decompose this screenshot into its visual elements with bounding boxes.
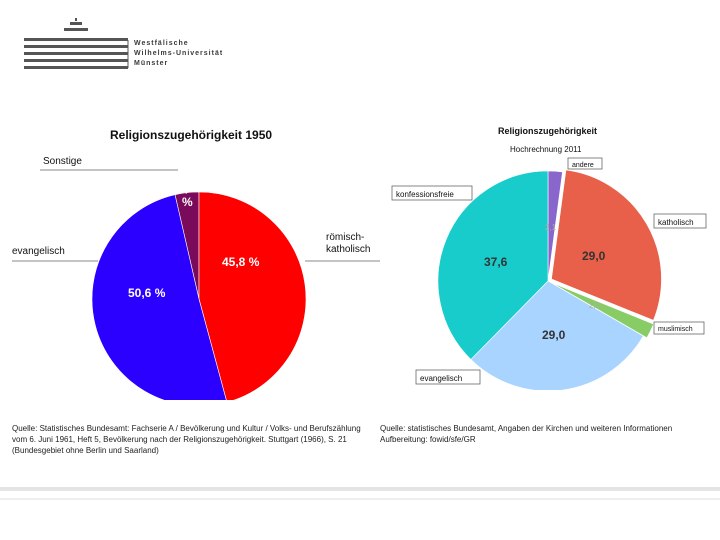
label-box-evangelisch [416, 370, 480, 384]
value-muslimisch: 2,2 [589, 301, 601, 310]
label-evangelisch-2011: evangelisch [420, 374, 463, 383]
chart2-subtitle: Hochrechnung 2011 [510, 145, 582, 154]
university-name-line1: Westfälische [134, 40, 189, 47]
value-andere: 2,1 [545, 223, 557, 232]
source-note-1950: Quelle: Statistisches Bundesamt: Fachserie A / Bevölkerung und Kultur / Volks- und Berufszählung vom 6. Juni 1961, Heft 5, Bevölkerung nach der Religionszugehörigkeit. Stuttgart (1966), S. 21 (Bundesgebiet ohne Berlin und Saarland) [12, 424, 361, 455]
label-katholisch-line2: katholisch [326, 244, 371, 255]
logo-mark [24, 18, 128, 69]
label-box-katholisch [654, 214, 706, 228]
value-evangelisch: 50,6 % [128, 286, 166, 300]
value-konfessionsfreie: 37,6 [484, 255, 508, 269]
chart1-title: Religionszugehörigkeit 1950 [110, 128, 273, 142]
value-sonstige-unit: % [182, 195, 193, 209]
value-sonstige-number: 3,6 [178, 181, 195, 195]
university-name-line3: Münster [134, 60, 169, 67]
value-evangelisch-2011: 29,0 [542, 328, 566, 342]
label-evangelisch: evangelisch [12, 246, 65, 257]
label-konfessionsfreie: konfessionsfreie [396, 190, 454, 199]
label-sonstige: Sonstige [43, 156, 82, 167]
label-andere: andere [572, 162, 594, 169]
pie-chart-2011 [384, 118, 720, 390]
footer-divider-thin [0, 498, 720, 500]
label-box-muslimisch [654, 322, 704, 334]
label-katholisch-line1: römisch- [326, 232, 365, 243]
source-note-2011: Quelle: statistisches Bundesamt, Angaben der Kirchen und weiteren Informationen Aufbereitung: fowid/sfe/GR [380, 424, 673, 444]
label-katholisch-2011: katholisch [658, 218, 694, 227]
footer-divider [0, 487, 720, 491]
value-katholisch: 45,8 % [222, 255, 260, 269]
chart2-title: Religionszugehörigkeit [498, 126, 598, 136]
value-katholisch-2011: 29,0 [582, 249, 606, 263]
label-box-konfessionsfreie [392, 186, 472, 200]
pie-chart-1950 [0, 120, 380, 400]
label-box-andere [568, 158, 602, 169]
university-name-line2: Wilhelms-Universität [134, 50, 224, 57]
label-katholisch [326, 232, 370, 255]
label-muslimisch: muslimisch [658, 326, 693, 333]
